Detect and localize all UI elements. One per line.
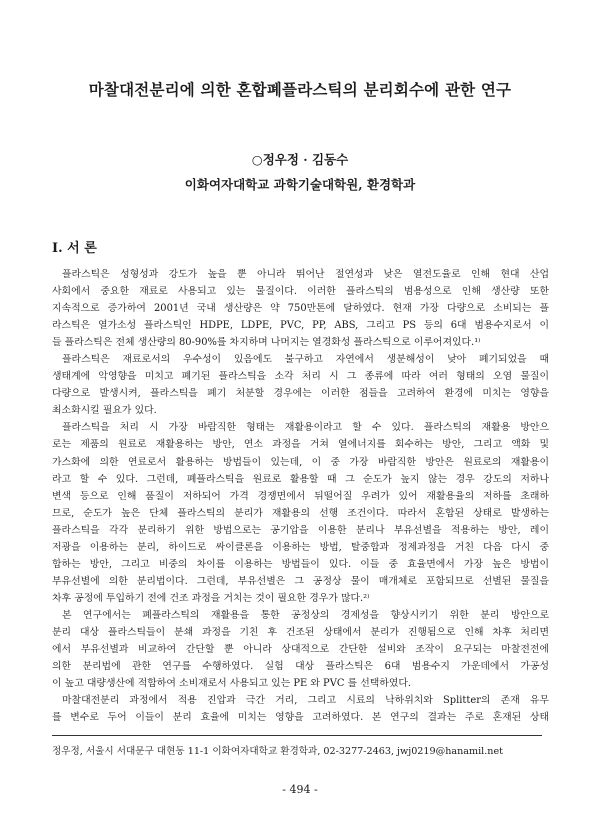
body-line: 라고 할 수 있다. 그런데, 폐플라스틱을 원료로 활용할 때 그 순도가 높지 않는 경우 강도의 저하나: [52, 473, 549, 485]
body-line: 로는 제품의 원료로 재활용하는 방안, 연소 과정을 거쳐 열에너지를 회수하는 방안, 그리고 액화 및: [52, 439, 549, 451]
body-line: 플라스틱을 처리 시 가장 바람직한 형태는 재활용이라고 할 수 있다. 플라스틱의 재활용 방안으: [62, 422, 549, 434]
body-line: 를 변수로 두어 이들이 분리 효율에 미치는 영향을 고려하였다. 본 연구의 결과는 주로 혼재된 상태: [52, 712, 549, 724]
body-line: 최소화시킬 필요가 있다.: [52, 405, 157, 417]
body-line: 분리 대상 플라스틱들이 분쇄 과정을 기친 후 건조된 상태에서 분리가 진행됨으로 인해 차후 처리면: [52, 626, 549, 638]
body-line: 본 연구에서는 폐플라스틱의 재활용을 통한 공정상의 경제성을 향상시키기 위한 분리 방안으로: [62, 609, 549, 621]
body-line: 사회에서 중요한 재료로 사용되고 있는 물질이다. 이러한 플라스틱의 범용성으로 인해 생산량 또한: [52, 286, 549, 298]
page-number: - 494 -: [282, 783, 318, 796]
body-line: 이 높고 대량생산에 적합하여 소비재로서 사용되고 있는 PE 와 PVC 를 선택하였다.: [52, 678, 412, 690]
body-line: 저광을 이용하는 분리, 하이드로 싸이클론을 이용하는 방법, 탈중합과 정제과정을 거친 다음 다시 중: [52, 541, 549, 553]
body-line: 플라스틱은 성형성과 강도가 높을 뿐 아니라 뛰어난 절연성과 낮은 열전도율로 인해 현대 산업: [62, 269, 549, 280]
body-line: 의한 분리법에 관한 연구를 수행하였다. 실험 대상 플라스틱은 6대 범용수지 가운데에서 가공성: [52, 661, 549, 673]
body-line: 플라스틱을 각각 분리하기 위한 방법으로는 공기압을 이용한 분리나 부유선별을 적용하는 방안, 레이: [52, 524, 549, 536]
author-list: ○정우정 · 김동수: [251, 152, 349, 167]
section-heading: I. 서 론: [52, 241, 97, 256]
body-line: 마찰대전분리 과정에서 적용 진압과 극간 거리, 그리고 시료의 낙하위치와 Splitter의 존재 유무: [62, 695, 549, 707]
body-line: 다량으로 발생시켜, 플라스틱을 폐기 처분할 경우에는 이러한 점들을 고려하여 환경에 미치는 영향을: [52, 388, 549, 400]
body-line: 변색 등으로 인해 품질이 저하되어 가격 경쟁면에서 뒤떨어질 우려가 있어 재활용율의 저하를 초래하: [52, 490, 549, 502]
body-line: 부유선별에 의한 분리법이다. 그런데, 부유선별은 그 공정상 물이 매개체로 포함되므로 선별된 물질을: [52, 575, 549, 587]
body-line: 가스화에 의한 연료로서 활용하는 방법들이 있는데, 이 중 가장 바람직한 방안은 원료로의 재활용이: [52, 456, 549, 468]
body-line: 합하는 방안, 그리고 비중의 차이를 이용하는 방법들이 있다. 이들 중 효율면에서 가장 높은 방법이: [52, 558, 549, 570]
footnote: 정우정, 서울시 서대문구 대현동 11-1 이화여자대학교 환경학과, 02-3277-2463, jwj0219@hanamil.net: [52, 746, 504, 757]
body-line: 생태계에 악영향을 미치고 폐기된 플라스틱을 소각 처리 시 그 종류에 따라 여러 형태의 오염 물질이: [52, 371, 549, 383]
paper-title: 마찰대전분리에 의한 혼합폐플라스틱의 분리회수에 관한 연구: [88, 80, 512, 99]
body-line: 에서 부유선별과 비교하여 간단할 뿐 아니라 상대적으로 간단한 설비와 조작이 요구되는 마찰전전에: [52, 644, 549, 656]
footnote-divider: [52, 735, 542, 736]
body-line: 므로, 순도가 높은 단체 플라스틱의 분리가 재활용의 선행 조건이다. 따라서 혼합된 상태로 발생하는: [52, 507, 549, 519]
affiliation: 이화여자대학교 과학기술대학원, 환경학과: [184, 177, 416, 192]
body-line: 플라스틱은 재료로서의 우수성이 있음에도 불구하고 자연에서 생분해성이 낮아 폐기되었을 때: [62, 354, 549, 366]
body-text: [52, 266, 549, 726]
body-line: 들 플라스틱은 전체 생산량의 80-90%를 차지하며 나머지는 열경화성 플라스틱으로 이루어져있다.¹⁾: [52, 337, 481, 349]
body-line: 차후 공정에 투입하기 전에 건조 과정을 거치는 것이 필요한 경우가 많다.²⁾: [52, 592, 370, 604]
body-line: 라스틱은 열가소성 플라스틱인 HDPE, LDPE, PVC, PP, ABS, 그리고 PS 등의 6대 범용수지로서 이: [52, 320, 549, 332]
body-line: 지속적으로 증가하여 2001년 국내 생산량은 약 750만톤에 달하였다. 현재 가장 다량으로 소비되는 플: [52, 303, 549, 315]
